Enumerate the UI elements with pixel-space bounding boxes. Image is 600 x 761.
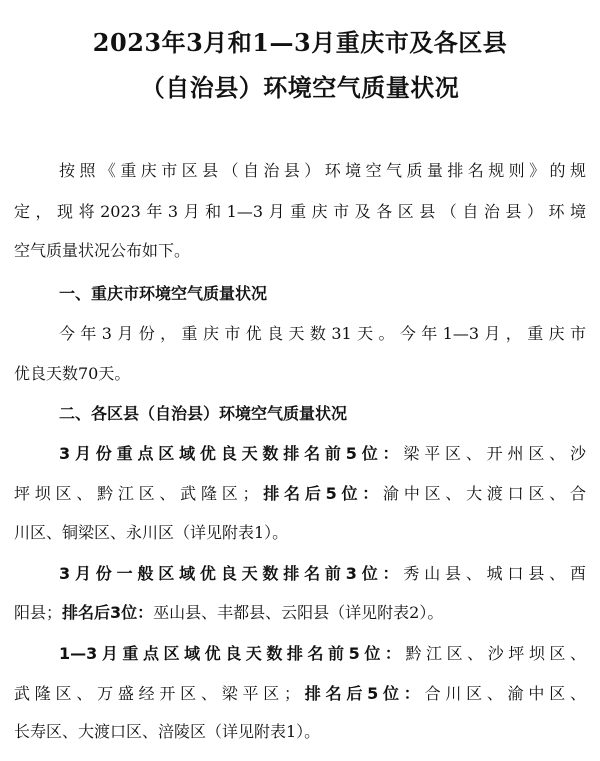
march-key-bottom-label: 排名后5位： [258, 484, 384, 503]
section-1-line-2: 优良天数70天。 [14, 364, 131, 383]
march-key-top-label: 3月份重点区域优良天数排名前5位： [59, 444, 404, 463]
paragraph-march-key-line-3: 川区、铜梁区、永川区（详见附表1）。 [14, 523, 289, 542]
intro-line-3: 空气质量状况公布如下。 [14, 241, 191, 260]
section-1-line-1: 今年3月份，重庆市优良天数31天。今年1—3月，重庆市 [59, 324, 586, 343]
section-1-heading: 一、重庆市环境空气质量状况 [59, 284, 268, 303]
paragraph-q1-key-line-2 [14, 683, 586, 705]
march-general-bottom-list: 巫山县、丰都县、云阳县（详见附表2）。 [153, 603, 444, 622]
march-general-top-label: 3月份一般区域优良天数排名前3位： [59, 564, 404, 583]
q1-key-bottom-list: 合川区、渝中区、 [424, 684, 586, 703]
march-key-top-list: 梁平区、开州区、沙 [403, 444, 586, 463]
section-2-heading: 二、各区县（自治县）环境空气质量状况 [59, 404, 348, 423]
intro-line-1: 按照《重庆市区县（自治县）环境空气质量排名规则》的规 [59, 161, 586, 180]
document-title-line-2: （自治县）环境空气质量状况 [140, 73, 460, 102]
q1-key-top-list-cont: 武隆区、万盛经开区、梁平区； [14, 684, 301, 703]
q1-key-bottom-label: 排名后5位： [300, 684, 425, 703]
march-general-top-list: 秀山县、城口县、酉 [403, 564, 586, 583]
paragraph-march-general-line-1 [59, 563, 586, 585]
paragraph-march-general-line-2 [14, 602, 586, 624]
q1-key-top-list: 黔江区、沙坪坝区、 [405, 644, 586, 663]
march-general-bottom-label: 排名后3位： [62, 603, 154, 622]
paragraph-march-key-line-1 [59, 443, 586, 465]
q1-key-top-label: 1—3月重点区域优良天数排名前5位： [59, 644, 406, 663]
paragraph-march-key-line-2 [14, 483, 586, 505]
march-key-bottom-list: 渝中区、大渡口区、合 [383, 484, 586, 503]
paragraph-q1-key-line-1 [59, 643, 586, 665]
document-title-line-1: 2023年3月和1—3月重庆市及各区县 [92, 28, 508, 57]
paragraph-q1-key-line-3: 长寿区、大渡口区、涪陵区（详见附表1）。 [14, 722, 321, 741]
march-general-top-list-cont: 阳县； [14, 603, 63, 622]
intro-line-2: 定，现将2023年3月和1—3月重庆市及各区县（自治县）环境 [14, 202, 586, 221]
march-key-top-list-cont: 坪坝区、黔江区、武隆区； [14, 484, 259, 503]
